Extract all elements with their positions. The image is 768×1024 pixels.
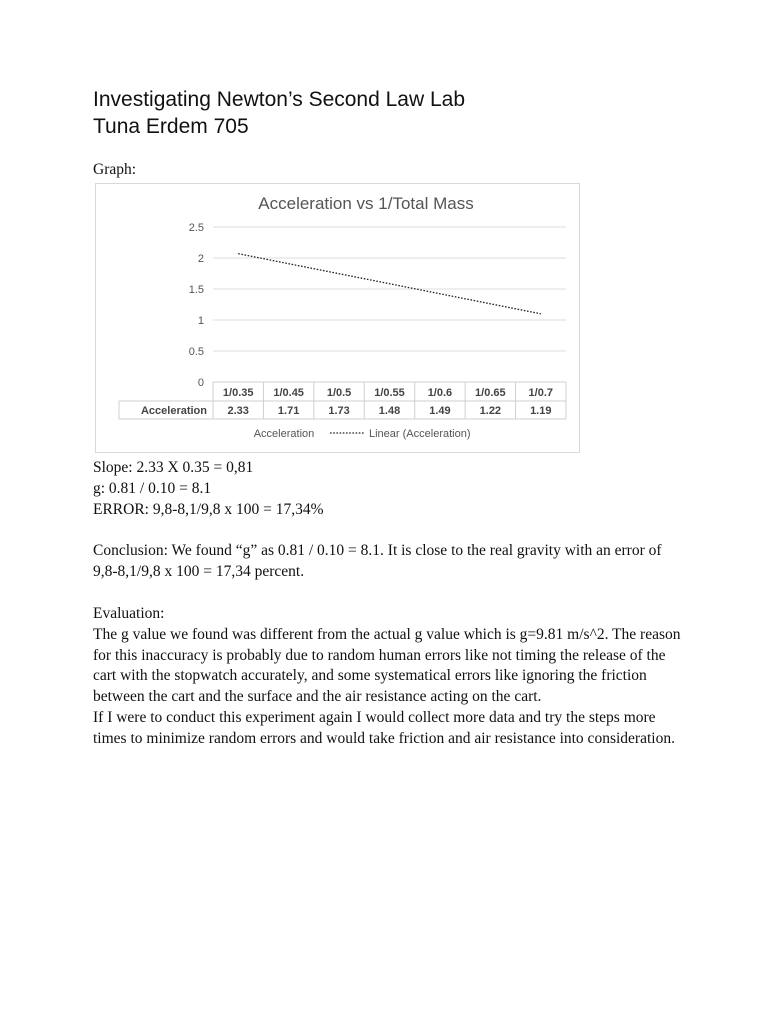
x-tick-label: 1/0.65: [475, 387, 506, 399]
chart-container: [95, 183, 580, 453]
data-label: 1.73: [328, 405, 350, 417]
evaluation-heading: Evaluation:: [93, 605, 165, 622]
y-tick-label: 2.5: [188, 222, 204, 234]
y-tick-label: 2: [197, 253, 204, 265]
legend-entry: Linear (Acceleration): [369, 428, 471, 440]
x-tick-label: 1/0.55: [374, 387, 405, 399]
x-tick-label: 1/0.7: [528, 387, 554, 399]
evaluation-paragraph: If I were to conduct this experiment again I would collect more data and try the steps more times to minimize random errors and would take friction and air resistance into consideration.: [93, 708, 675, 747]
evaluation-section: [93, 604, 683, 750]
data-label: 1.22: [479, 405, 502, 417]
x-tick-label: 1/0.35: [222, 387, 254, 399]
data-label: 1.71: [277, 405, 300, 417]
y-tick-label: 0.5: [188, 346, 204, 358]
g-line: g: 0.81 / 0.10 = 8.1: [93, 479, 212, 497]
graph-label: Graph:: [93, 161, 137, 178]
chart-title: Acceleration vs 1/Total Mass: [258, 194, 474, 213]
table-series-label: Acceleration: [140, 405, 207, 417]
data-label: 2.33: [227, 405, 249, 417]
error-line: ERROR: 9,8-8,1/9,8 x 100 = 17,34%: [93, 500, 324, 518]
y-tick-label: 1.5: [188, 284, 204, 296]
evaluation-paragraph: The g value we found was different from the actual g value which is g=9.81 m/s^2. The reason for this inaccuracy is probably due to random human errors like not timing the release of the cart with the stopwatch accurately, and some systematical errors like ignoring the friction between the cart and the surface and the air resistance acting on the cart.: [93, 625, 681, 706]
conclusion-paragraph: [93, 541, 683, 583]
y-tick-label: 1: [197, 315, 204, 327]
y-tick-label: 0: [197, 377, 204, 389]
data-label: 1.49: [429, 405, 451, 417]
x-tick-label: 1/0.6: [427, 387, 453, 399]
conclusion-text: Conclusion: We found “g” as 0.81 / 0.10 = 8.1. It is close to the real gravity with an error of 9,8-8,1/9,8 x 100 = 17,34 percent.: [93, 542, 662, 580]
author-line: Tuna Erdem 705: [93, 115, 249, 138]
slope-line: Slope: 2.33 X 0.35 = 0,81: [93, 459, 254, 476]
x-tick-label: 1/0.5: [326, 387, 352, 399]
x-tick-label: 1/0.45: [273, 387, 304, 399]
chart-svg: [96, 184, 579, 452]
legend-entry: Acceleration: [253, 428, 315, 440]
trendline: [238, 254, 541, 314]
document-title: Investigating Newton’s Second Law Lab: [93, 88, 466, 111]
data-label: 1.48: [378, 405, 401, 417]
data-label: 1.19: [530, 405, 552, 417]
results-block: [93, 458, 693, 520]
